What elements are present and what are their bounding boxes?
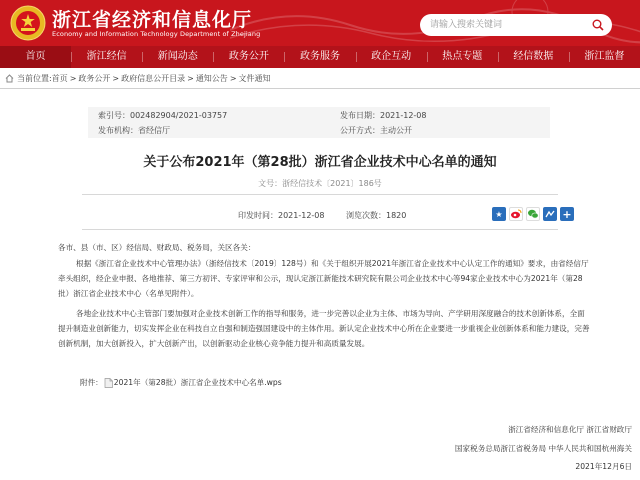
signature-issuers-1: 浙江省经济和信息化厅 浙江省财政厅 xyxy=(508,425,632,434)
breadcrumb-separator: > xyxy=(69,74,77,83)
issue-date: 印发时间：2021-12-08 xyxy=(238,211,325,220)
breadcrumb xyxy=(5,73,271,84)
nav-item-hot-topics[interactable]: 热点专题 xyxy=(427,46,498,68)
breadcrumb-separator: > xyxy=(112,74,120,83)
breadcrumb-separator: > xyxy=(229,74,237,83)
meta-info-box xyxy=(88,107,550,138)
nav-item-gov-services[interactable]: 政务服务 xyxy=(284,46,355,68)
document-number: 文号：浙经信技术〔2021〕186号 xyxy=(258,179,382,188)
paragraph-2: 各地企业技术中心主管部门要加强对企业技术创新工作的指导和服务，进一步完善以企业为主体、市场为导向、产学研用深度融合的技术创新体系，全面提升制造业创新能力，切实发挥企业在科技自立自强和制造强国建设中的主体作用。新认定企业技术中心所在企业要进一步重视企业创新体系和能力建设，完善创新机制，加大创新投入，扩大创新产出，以创新驱动企业核心竞争能力提升和高质量发展。 xyxy=(58,309,590,348)
share-bar xyxy=(492,207,574,221)
signature-issuers-2: 国家税务总局浙江省税务局 中华人民共和国杭州海关 xyxy=(454,444,632,453)
plus-icon[interactable]: + xyxy=(560,207,574,221)
qq-icon[interactable] xyxy=(543,207,557,221)
file-icon xyxy=(104,378,113,388)
breadcrumb-item-catalog[interactable]: 政府信息公开目录 xyxy=(121,74,186,83)
nav-item-data[interactable]: 经信数据 xyxy=(498,46,569,68)
view-count: 浏览次数：1820 xyxy=(346,211,407,220)
site-subtitle: Economy and Information Technology Department of Zhejiang xyxy=(52,30,261,38)
nav-item-interaction[interactable]: 政企互动 xyxy=(356,46,427,68)
search-icon[interactable] xyxy=(592,19,604,31)
search-input[interactable] xyxy=(430,14,580,36)
attachment-link[interactable]: 2021年（第28批）浙江省企业技术中心名单.wps xyxy=(113,378,282,387)
breadcrumb-item-home[interactable]: 首页 xyxy=(51,74,68,83)
breadcrumb-separator: > xyxy=(187,74,194,83)
paragraph-1: 根据《浙江省企业技术中心管理办法》（浙经信技术〔2019〕128号）和《关于组织开展2021年浙江省企业技术中心认定工作的通知》要求，由省经信厅牵头组织，经企业申报、各地推荐、第三方初评、专家评审和公示，现认定浙江新能技术研究院有限公司企业技术中心等94家企业技术中心为2021年（第28批）浙江省企业技术中心（名单见附件）。 xyxy=(58,259,589,298)
content-divider xyxy=(82,229,558,230)
nav-item-zhejiang-jingxin[interactable]: 浙江经信 xyxy=(71,46,142,68)
main-nav xyxy=(0,46,640,68)
weibo-icon[interactable] xyxy=(509,207,523,221)
nav-item-gov-affairs-public[interactable]: 政务公开 xyxy=(213,46,284,68)
signature-date: 2021年12月6日 xyxy=(575,462,632,471)
national-emblem-icon xyxy=(10,5,46,41)
search-box xyxy=(420,14,612,36)
breadcrumb-divider xyxy=(0,88,640,89)
site-header xyxy=(0,0,640,46)
page-title: 关于公布2021年（第28批）浙江省企业技术中心名单的通知 xyxy=(143,155,497,170)
nav-item-supervision[interactable]: 浙江监督 xyxy=(569,46,640,68)
star-icon[interactable]: ★ xyxy=(492,207,506,221)
nav-item-home[interactable]: 首页 xyxy=(0,46,71,68)
title-divider xyxy=(82,194,558,195)
nav-item-news[interactable]: 新闻动态 xyxy=(142,46,213,68)
meta-issuer: 发布机构：省经信厅 xyxy=(98,126,170,135)
wechat-icon[interactable] xyxy=(526,207,540,221)
breadcrumb-prefix: 当前位置: xyxy=(17,74,52,83)
breadcrumb-item-documents[interactable]: 文件通知 xyxy=(238,74,271,83)
home-icon xyxy=(5,74,14,83)
attachment xyxy=(80,377,282,388)
site-title[interactable]: 浙江省经济和信息化厅 xyxy=(52,9,253,31)
breadcrumb-item-gov-affairs[interactable]: 政务公开 xyxy=(78,74,111,83)
meta-publish-date: 发布日期：2021-12-08 xyxy=(340,111,427,120)
meta-index-no: 索引号：002482904/2021-03757 xyxy=(98,111,228,120)
attachment-label: 附件： xyxy=(80,378,103,387)
meta-public-mode: 公开方式：主动公开 xyxy=(340,126,412,135)
breadcrumb-item-notices[interactable]: 通知公告 xyxy=(195,74,228,83)
salutation: 各市、县（市、区）经信局、财政局、税务局，关区各关： xyxy=(58,243,256,252)
